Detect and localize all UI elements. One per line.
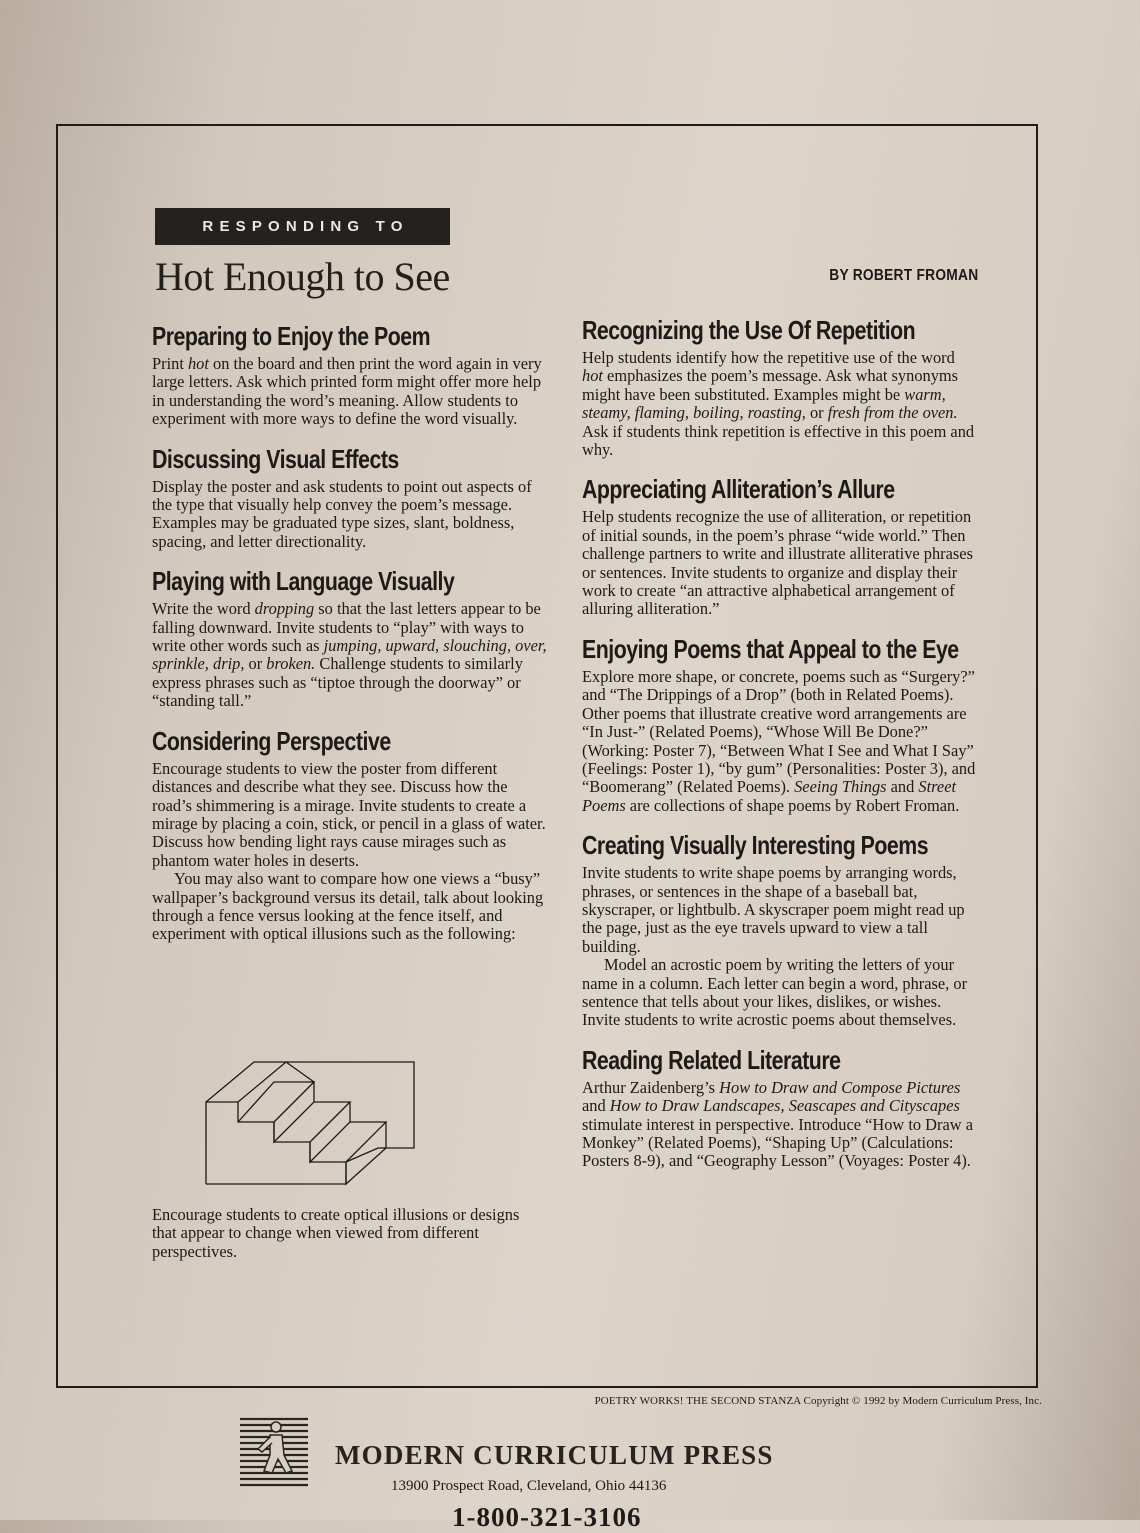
section-perspective [152,725,547,944]
section-creating-poems [582,829,977,1030]
publisher-address: 13900 Prospect Road, Cleveland, Ohio 44136 [391,1478,667,1494]
responding-to-badge: RESPONDING TO [155,208,450,245]
right-column [582,314,977,1185]
section-heading: Reading Related Literature [582,1044,841,1075]
section-heading: Creating Visually Interesting Poems [582,830,929,861]
section-body: Display the poster and ask students to point out aspects of the type that visually help convey the poem’s message. Examples may be graduated type sizes, slant, boldness, spacing, and letter directionality. [152,476,532,551]
section-heading: Appreciating Alliteration’s Allure [582,474,895,505]
staircase-illusion [204,1058,418,1186]
section-body: Explore more shape, or concrete, poems such as “Surgery?” and “The Drippings of a Drop” (both in Related Poems). Other poems that illustrate creative word arrangements are “In Just-” (Related Poems), “Whose Will Be Done?” (Working: Poster 7), “Between What I See and What I Say” (Feelings: Poster 1), “by gum” (Personalities: Poster 3), and “Boomerang” (Related Poems). Seeing Things and Street Poems are collections of shape poems by Robert Froman. [582,666,976,815]
section-body: Help students identify how the repetitive use of the word hot emphasizes the poem’s message. Ask what synonyms might have been substituted. Examples might be warm, steamy, flaming, boiling, roasting, or fresh from the oven. Ask if students think repetition is effective in this poem and why. [582,348,975,460]
section-heading: Enjoying Poems that Appeal to the Eye [582,633,959,664]
section-heading: Playing with Language Visually [152,566,455,597]
section-body: Arthur Zaidenberg’s How to Draw and Compose Pictures and How to Draw Landscapes, Seascapes and Cityscapes stimulate interest in perspective. Introduce “How to Draw a Monkey” (Related Poems), “Shaping Up” (Calculations: Posters 8-9), and “Geography Lesson” (Voyages: Poster 4). [582,1077,973,1171]
section-body: Help students recognize the use of alliteration, or repetition of initial sounds, in the poem’s phrase “wide world.” Then challenge partners to write and illustrate alliterative phrases or sentences. Invite students to organize and display their work to create “an attractive alphabetical arrangement of alluring alliteration.” [582,507,973,619]
section-heading: Recognizing the Use Of Repetition [582,315,916,345]
section-body-continued: Model an acrostic poem by writing the letters of your name in a column. Each letter can begin a word, phrase, or sentence that tells about your likes, dislikes, or wishes. Invite students to write acrostic poems about themselves. [582,955,968,1030]
author-byline: BY ROBERT FROMAN [828,267,978,284]
section-visual-effects [152,443,547,552]
section-alliteration [582,473,977,618]
copyright-line: POETRY WORKS! THE SECOND STANZA Copyright © 1992 by Modern Curriculum Press, Inc. [594,1395,1042,1407]
left-column [152,320,547,958]
section-heading: Discussing Visual Effects [152,443,399,474]
publisher-name: MODERN CURRICULUM PRESS [335,1440,774,1470]
section-appeal-to-eye [582,633,977,815]
section-body: Print hot on the board and then print the word again in very large letters. Ask which printed form might offer more help in understanding the word’s meaning. Allow students to experiment with more ways to define the word visually. [152,354,542,429]
section-preparing [152,320,547,429]
section-body: Encourage students to view the poster from different distances and describe what they see. Discuss how the road’s shimmering is a mirage. Invite students to create a mirage by placing a coin, stick, or pencil in a glass of water. Discuss how bending light rays cause mirages such as phantom water holes in deserts. [152,758,546,870]
section-heading: Considering Perspective [152,725,391,756]
section-heading: Preparing to Enjoy the Poem [152,321,431,351]
illustration-caption: Encourage students to create optical illusions or designs that appear to change when viewed from different perspectives. [152,1205,520,1261]
section-body-continued: You may also want to compare how one views a “busy” wallpaper’s background versus its detail, talk about looking through a fence versus looking at the fence itself, and experiment with optical illusions such as the following: [152,869,544,944]
section-body: Write the word dropping so that the last letters appear to be falling downward. Invite students to “play” with ways to write other words such as jumping, upward, slouching, over, sprinkle, drip, or broken. Challenge students to similarly express phrases such as “tiptoe through the doorway” or “standing tall.” [152,599,547,711]
section-repetition [582,314,977,459]
section-body: Invite students to write shape poems by arranging words, phrases, or sentences in the shape of a baseball bat, skyscraper, or lightbulb. A skyscraper poem might read up the page, just as the eye travels upward to view a tall building. [582,863,965,956]
publisher-logo [238,1415,310,1487]
section-language-visually [152,565,547,710]
page-title: Hot Enough to See [155,254,450,299]
section-related-literature [582,1044,977,1171]
publisher-phone: 1-800-321-3106 [452,1502,642,1532]
